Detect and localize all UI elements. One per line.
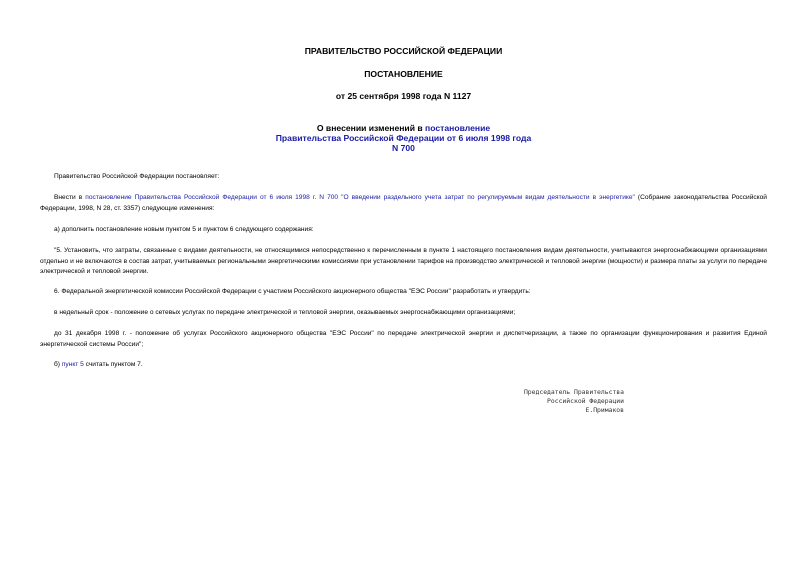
title-link-part3[interactable]: N 700 (392, 143, 415, 153)
resolution-700-link[interactable]: постановление Правительства Российской Федерации от 6 июля 1998 г. N 700 "О введении раздельного учета затрат по регулируемым видам деятельности в энергетике" (85, 194, 635, 201)
signature-organization: Российской Федерации (547, 397, 624, 405)
title-link-part2[interactable]: Правительства Российской Федерации от 6 июля 1998 года (275, 133, 532, 143)
paragraph-preamble (40, 172, 767, 183)
document-title-line1 (0, 123, 807, 133)
issuing-authority: ПРАВИТЕЛЬСТВО РОССИЙСКОЙ ФЕДЕРАЦИИ (304, 46, 503, 56)
paragraph-item-b (40, 360, 767, 371)
point-5-text: "5. Установить, что затраты, связанные с видами деятельности, не относящимися непосредственно к перечисленным в пункте 1 настоящего постановления видам деятельности, учитываются энергоснабжающими организациями отдельно и не включаются в состав затрат, учитываемых региональными энергетическими комиссиями при установлении тарифов на производство электрической и тепловой энергии (мощности) и размера платы за услуги по передаче электрической и тепловой энергии. (40, 247, 767, 276)
signature-name: Е.Примаков (585, 406, 624, 414)
weekly-term-text: в недельный срок - положение о сетевых услугах по передаче электрической и тепловой энергии, оказываемых энергоснабжающими организациями; (54, 309, 516, 316)
paragraph-weekly-term (40, 308, 767, 319)
amendment-suffix: (Собрание законодательства Российской Федерации, 1998, N 28, ст. 3357) следующие изменения: (40, 194, 767, 212)
point-5-link[interactable]: пункт 5 (61, 361, 84, 368)
title-link-part1[interactable]: постановление (425, 123, 491, 133)
paragraph-point-6 (40, 287, 767, 298)
document-type: ПОСТАНОВЛЕНИЕ (364, 69, 443, 79)
paragraph-point-5 (40, 246, 767, 278)
title-prefix: О внесении изменений в (316, 123, 426, 133)
point-6-text: 6. Федеральной энергетической комиссии Российской Федерации с участием Российского акционерного общества "ЕЭС России" разработать и утвердить: (54, 288, 531, 295)
item-b-suffix: считать пунктом 7. (83, 361, 143, 368)
paragraph-amendment-intro (40, 193, 767, 214)
amendment-prefix: Внести в (54, 194, 86, 201)
paragraph-deadline (40, 329, 767, 350)
paragraph-item-a (40, 225, 767, 236)
preamble-text: Правительство Российской Федерации постановляет: (54, 173, 220, 180)
deadline-text: до 31 декабря 1998 г. - положение об услугах Российского акционерного общества "ЕЭС России" по передаче электрической энергии и диспетчеризации, а также по организации функционирования и развития Единой энергетической системы России"; (40, 330, 767, 348)
document-date-number: от 25 сентября 1998 года N 1127 (335, 91, 472, 101)
signature-title: Председатель Правительства (523, 388, 624, 396)
item-b-prefix: б) (54, 361, 62, 368)
item-a-text: а) дополнить постановление новым пунктом 5 и пунктом 6 следующего содержания: (54, 226, 314, 233)
